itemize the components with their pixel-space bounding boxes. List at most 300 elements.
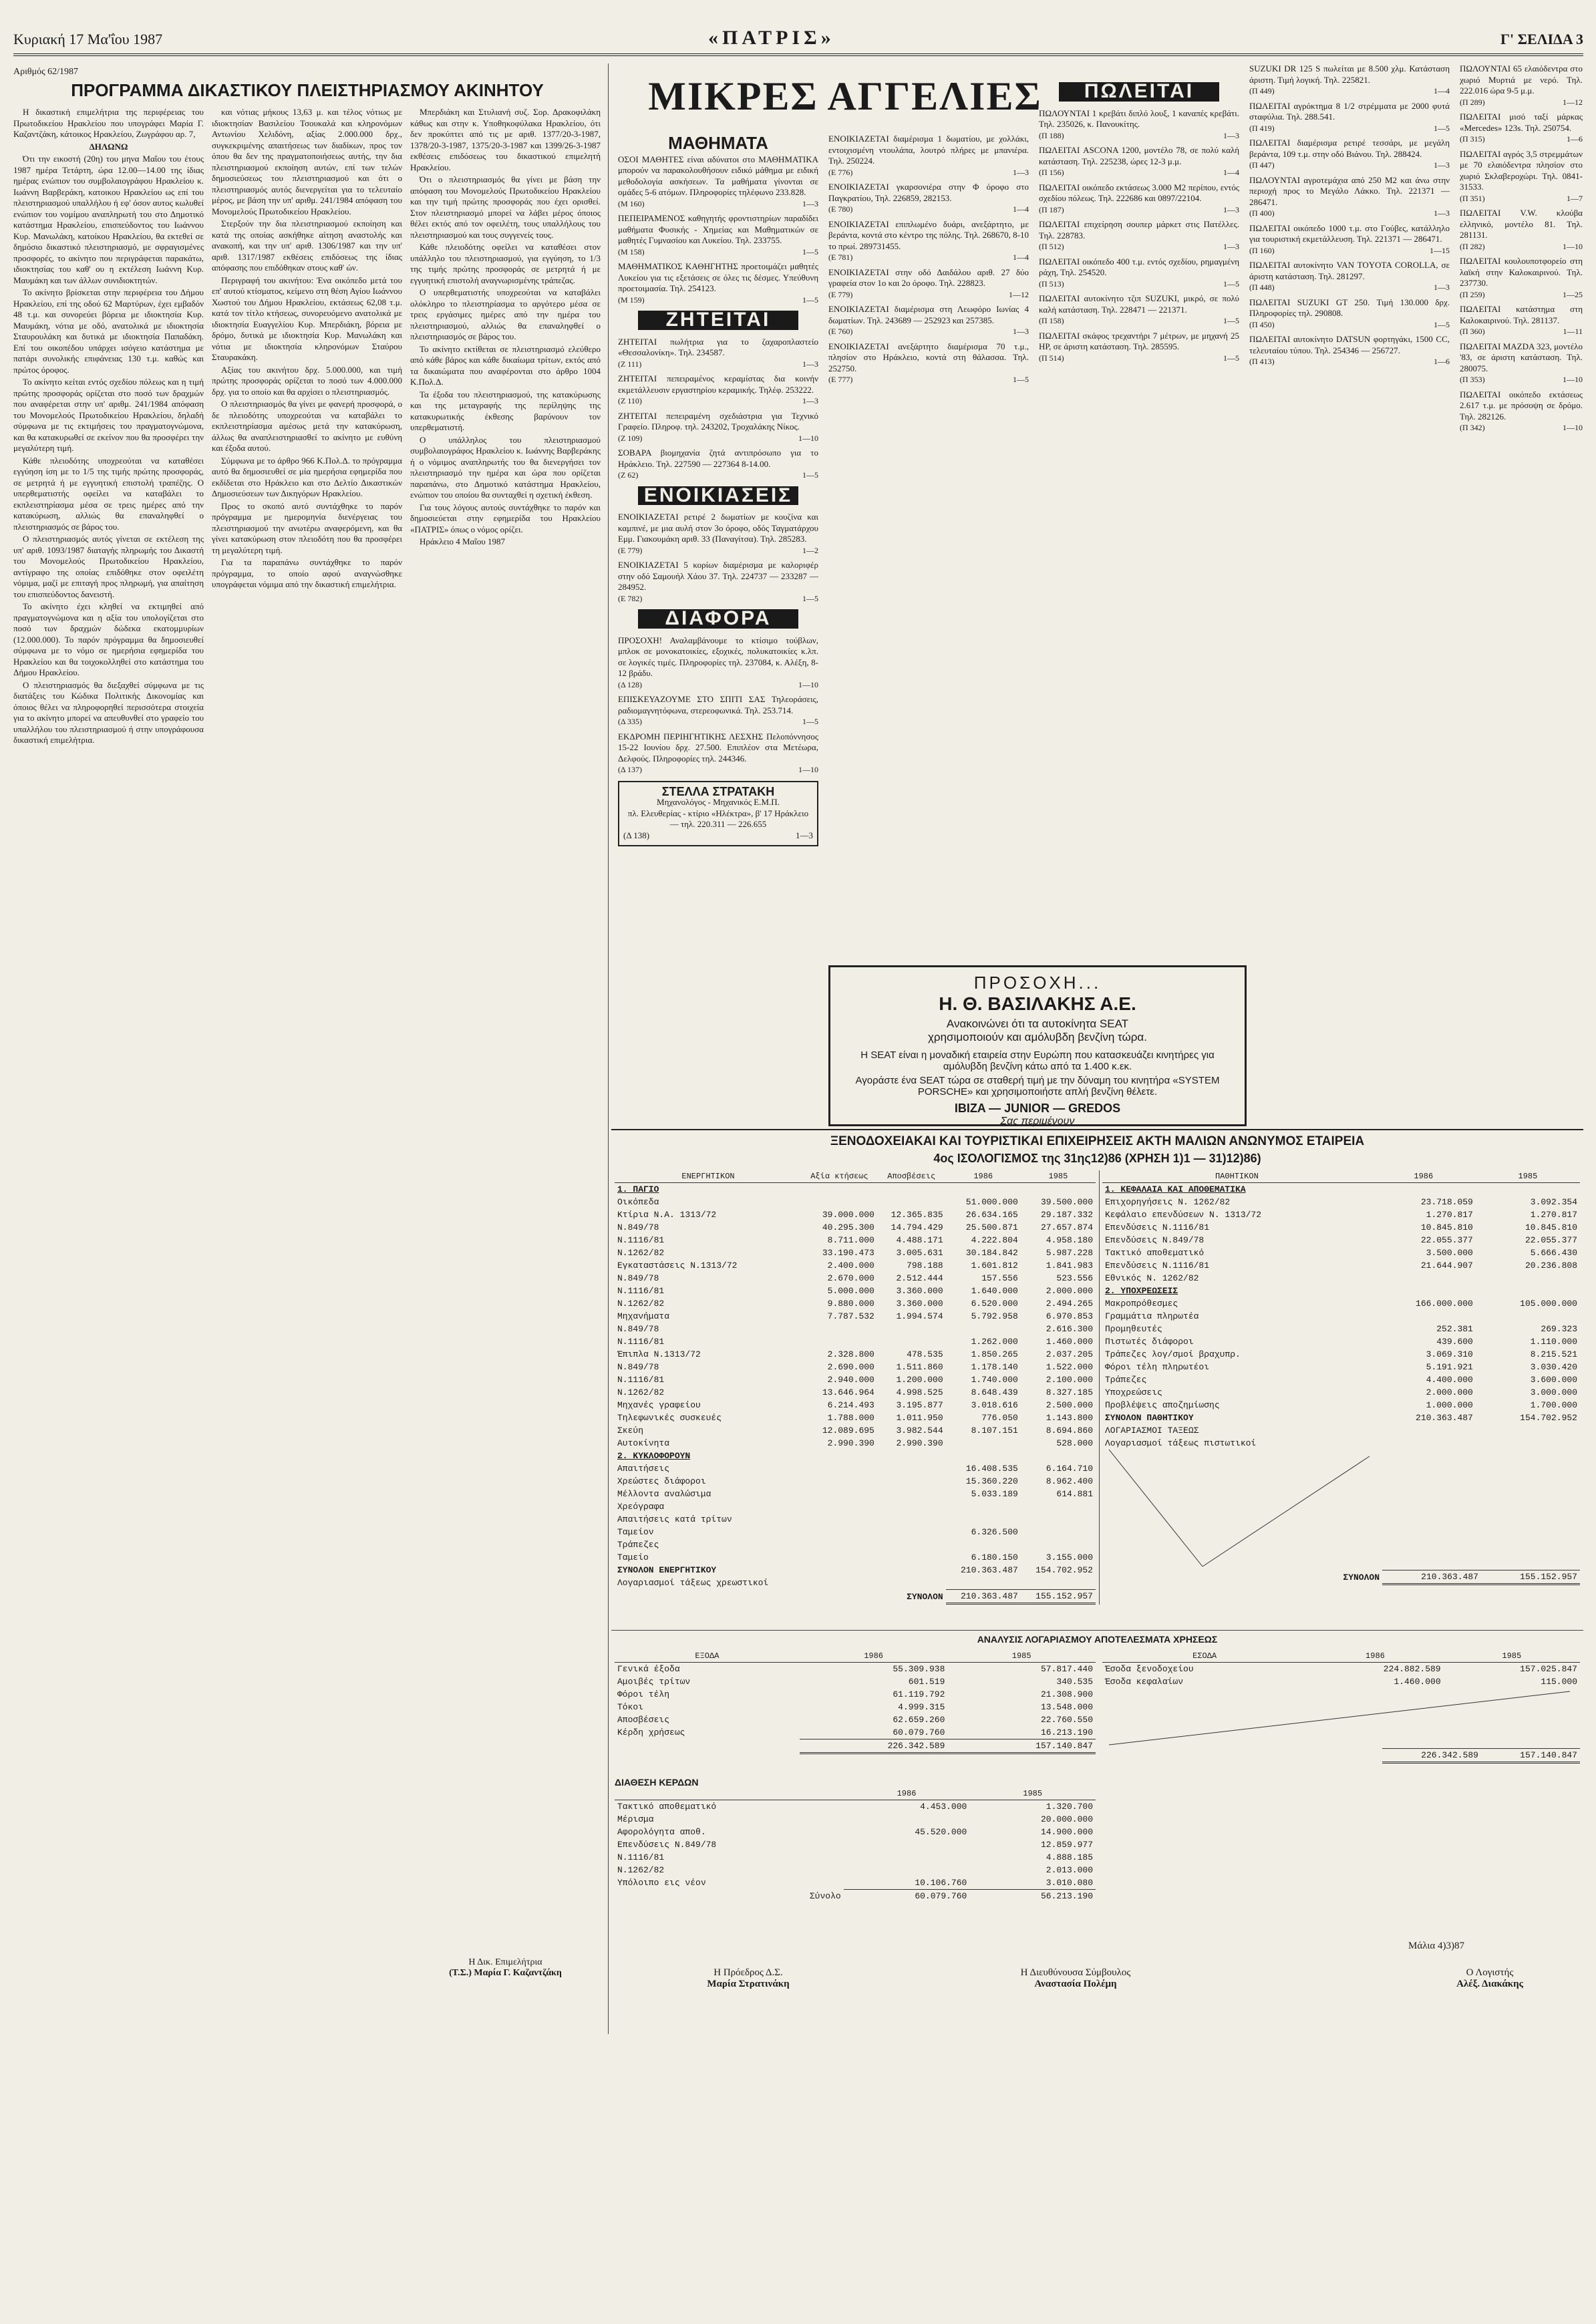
classified-ad: [618, 448, 818, 481]
row-label: Ν.1262/82: [617, 1865, 665, 1875]
classified-ad: [828, 341, 1029, 385]
ad-code-row: [1039, 204, 1239, 216]
ad-run: 1—4: [1013, 204, 1029, 214]
row-value: 6.970.853: [1046, 1311, 1093, 1321]
ad-code-row: [618, 593, 818, 605]
seat-ad-title: ΠΡΟΣΟΧΗ...: [973, 973, 1102, 993]
ad-code-row: [1460, 289, 1583, 301]
auction-ref: Αριθμός 62/1987: [13, 67, 79, 77]
classified-ad: [1460, 208, 1583, 252]
ad-run: 1—7: [1567, 193, 1583, 203]
row-value: 3.360.000: [896, 1286, 943, 1296]
seat-ad-line2: χρησιμοποιούν και αμόλυβδη βενζίνη τώρα.: [928, 1031, 1147, 1043]
ad-run: 1—2: [802, 545, 818, 555]
ad-code: (Ε 779): [618, 545, 643, 555]
ad-code-row: [618, 359, 818, 370]
table-row: [1102, 1323, 1580, 1335]
ad-code: (Π 448): [1249, 283, 1275, 292]
row-label: Τόκοι: [617, 1702, 644, 1712]
row-value: 1.460.000: [1394, 1677, 1441, 1687]
ad-code: (Δ 137): [618, 765, 643, 774]
row-value: [877, 1475, 946, 1488]
ad-code: (Π 513): [1039, 279, 1064, 289]
auction-paragraph: Ο πλειστηριασμός θα διεξαχθεί σύμφωνα με τις διατάξεις του Κώδικα Πολιτικής Δικονομίας και όποιος θέλει να πληροφορηθεί περισσότερα στοιχεία για το ακίνητο μπορεί να απευθυνθεί στο γραφείο του υπαλλήλου του πλειστηριασμού ή στην υπογράφουσα δικαστική επιμελήτρια.: [13, 679, 204, 745]
ad-run: 1—5: [802, 246, 818, 257]
column-header: 1985: [1444, 1650, 1580, 1663]
ad-run: 1—4: [1223, 168, 1239, 177]
row-value: [802, 1576, 877, 1590]
row-value: 23.718.059: [1420, 1197, 1473, 1207]
results-inc-total-1985: 157.140.847: [1481, 1749, 1580, 1763]
table-row: [615, 1335, 1096, 1348]
auction-paragraph: Το ακίνητο έχει κληθεί να εκτιμηθεί από πραγματογνώμονα και η αξία του υπολογίζεται στο ποσό των δραχμών δώδεκα εκατομμυρίων (12.000.000). Το παρόν πρόγραμμα θα δημοσιευθεί σύμφωνα με το νόμο σε ημερήσια εφημερίδα του Ηρακλείου και θα τοιχοκολληθεί στο κατάστημα του Δήμου Ηρακλείου.: [13, 601, 204, 677]
row-value: 3.195.877: [896, 1400, 943, 1410]
row-value: 2.100.000: [1046, 1375, 1093, 1385]
row-value: 61.119.792: [893, 1689, 945, 1699]
row-value: 3.982.544: [896, 1426, 943, 1436]
row-value: [1021, 1526, 1096, 1538]
ad-text: ΠΩΛΕΙΤΑΙ αυτοκίνητο VAN TOYOTA COROLLA, σε άριστη κατάσταση. Τηλ. 281297.: [1249, 260, 1450, 281]
row-label: Έσοδα κεφαλαίων: [1105, 1677, 1184, 1687]
ad-run: 1—5: [1223, 279, 1239, 289]
row-value: [1372, 1310, 1476, 1323]
ad-text: ΠΩΛΕΙΤΑΙ αγρός 3,5 στρεμμάτων με 70 ελαιόδεντρα πλησίον στο χωριό Σκλαβεροχώρι. Τηλ. 0841-31533.: [1460, 148, 1583, 192]
auction-paragraph: Ηράκλειο 4 Μαΐου 1987: [420, 536, 506, 546]
row-value: 157.556: [981, 1273, 1018, 1283]
ad-text: ΠΩΛΕΙΤΑΙ σκάφος τρεχαντήρι 7 μέτρων, με μηχανή 25 HP, σε άριστη κατάσταση. Τηλ. 285595.: [1039, 330, 1239, 351]
row-label: Χρεώστες διάφοροι: [617, 1476, 706, 1486]
table-row: [615, 1500, 1096, 1513]
ad-code: (Π 449): [1249, 86, 1275, 96]
row-label: Ν.1262/82: [617, 1299, 665, 1309]
row-value: [802, 1564, 877, 1576]
ad-run: 1—5: [802, 717, 818, 726]
table-row: [615, 1876, 1096, 1890]
row-value: [946, 1500, 1021, 1513]
ad-code-row: [1249, 282, 1450, 293]
row-value: 1.200.000: [896, 1375, 943, 1385]
table-row: [1102, 1373, 1580, 1386]
row-value: [877, 1183, 946, 1196]
row-label: Γραμμάτια πληρωτέα: [1105, 1311, 1199, 1321]
seat-ad-line1: Ανακοινώνει ότι τα αυτοκίνητα SEAT: [946, 1017, 1129, 1030]
ad-code: (Π 360): [1460, 327, 1485, 336]
row-value: 2.690.000: [827, 1362, 874, 1372]
ad-code-row: [1039, 130, 1239, 142]
table-row: [1102, 1247, 1580, 1259]
row-label: ΣΥΝΟΛΟΝ ΕΝΕΡΓΗΤΙΚΟΥ: [617, 1565, 717, 1575]
ad-code: (Μ 158): [618, 246, 645, 257]
row-value: [1021, 1183, 1096, 1196]
row-label: Απαιτήσεις κατά τρίτων: [617, 1514, 732, 1524]
ad-code-row: [1249, 245, 1450, 257]
ad-text: ΠΩΛΕΙΤΑΙ SUZUKI GT 250. Τιμή 130.000 δρχ. Πληροφορίες τηλ. 290808.: [1249, 297, 1450, 318]
ad-text: ΕΠΙΣΚΕΥΑΖΟΥΜΕ ΣΤΟ ΣΠΙΤΙ ΣΑΣ Τηλεοράσεις, ραδιομαγνητόφωνα, στερεοφωνικά. Τηλ. 253.714.: [618, 694, 818, 715]
ad-code-row: [828, 204, 1029, 215]
row-value: [1476, 1310, 1580, 1323]
row-value: 154.702.952: [1520, 1413, 1577, 1423]
ad-code: (Ζ 62): [618, 470, 639, 480]
classified-ad: [1460, 63, 1583, 108]
row-label: Τράπεζες λογ/σμοί βραχυπρ.: [1105, 1349, 1241, 1359]
ad-code-row: [1249, 123, 1450, 134]
liab-total-1985: 155.152.957: [1481, 1570, 1580, 1585]
ad-code-row: [1039, 167, 1239, 178]
row-value: 210.363.487: [1416, 1413, 1473, 1423]
row-value: [877, 1538, 946, 1551]
column-header: 1986: [1372, 1170, 1476, 1183]
table-row: [615, 1726, 1096, 1739]
ad-code-row: [1460, 134, 1583, 145]
classified-ad: [828, 182, 1029, 215]
table-row: [615, 1864, 1096, 1876]
table-row: [615, 1412, 1096, 1424]
ad-run: 1—12: [1563, 97, 1583, 107]
classified-ad: [1249, 175, 1450, 219]
row-label: Τακτικό αποθεματικό: [1105, 1248, 1205, 1258]
row-value: 614.881: [1056, 1489, 1093, 1499]
results-cancel-line: [1102, 1688, 1580, 1748]
ad-code: (Π 353): [1460, 375, 1485, 384]
ad-code-row: [618, 545, 818, 556]
row-value: 6.520.000: [971, 1299, 1018, 1309]
column-header: 1985: [947, 1650, 1096, 1663]
ad-text: ΠΩΛΕΙΤΑΙ αυτοκίνητο DATSUN φορτηγάκι, 1500 CC, τελευταίου τύπου. Τηλ. 254346 — 256727.: [1249, 334, 1450, 355]
row-value: 1.011.950: [896, 1413, 943, 1423]
row-value: 2.670.000: [827, 1273, 874, 1283]
row-value: 62.659.260: [893, 1715, 945, 1725]
ad-text: ΜΑΘΗΜΑΤΙΚΟΣ ΚΑΘΗΓΗΤΗΣ προετοιμάζει μαθητές Λυκείου για τις εξετάσεις σε όλες τις δέσμες. Υπεύθυνη προετοιμασία. Τηλ. 254123.: [618, 261, 818, 293]
row-value: 224.882.589: [1383, 1664, 1441, 1674]
ad-code: (Π 342): [1460, 423, 1485, 432]
ad-run: 1—10: [1563, 241, 1583, 251]
row-value: 12.365.835: [891, 1210, 943, 1220]
ad-text: ΕΝΟΙΚΙΑΖΕΤΑΙ διαμέρισμα 1 δωματίου, με χολλάκι, εντοιχισμένη ντουλάπα, λουτρό πλήρες με μπανιέρα. Τηλ. 250224.: [828, 134, 1029, 166]
row-label: Μέρισμα: [617, 1814, 654, 1824]
ad-text: ΠΩΛΕΙΤΑΙ MAZDA 323, μοντέλο '83, σε άριστη κατάσταση. Τηλ. 280075.: [1460, 341, 1583, 373]
sig-president-role: Η Πρόεδρος Δ.Σ.: [713, 1967, 783, 1978]
table-row: [615, 1800, 1096, 1814]
row-value: 1.994.574: [896, 1311, 943, 1321]
row-label: Υπόλοιπο εις νέον: [617, 1878, 706, 1888]
auction-paragraph: Ο πλειστηριασμός αυτός γίνεται σε εκτέλεση της υπ' αριθ. 1093/1987 διαταγής πληρωμής του Δικαστή του Μονομελούς Πρωτοδικείου Ηρακλείου, αντίγραφο της οποίας επιδόθηκε στον οφειλέτη νόμιμα, μαζί με επιταγή προς πληρωμή, για απαίτηση του επισπεύδοντος δανειστή.: [13, 534, 204, 599]
row-value: 1.178.140: [971, 1362, 1018, 1372]
row-value: [877, 1513, 946, 1526]
row-value: 1.740.000: [971, 1375, 1018, 1385]
liabilities-table-wrap: [1102, 1170, 1580, 1585]
classified-ad: [1460, 304, 1583, 337]
row-value: 1.511.860: [896, 1362, 943, 1372]
auction-column-1: [13, 107, 204, 2024]
column-header: 1986: [800, 1650, 948, 1663]
ad-run: 1—3: [1434, 208, 1450, 218]
signature-ceo: [935, 1967, 1216, 1990]
auction-paragraph: Το ακίνητο εκτίθεται σε πλειστηριασμό ελεύθερο από κάθε βάρος και κάθε δικαίωμα τρίτων, εκτός από τα δικαιώματα που αναφέρονται στο άρθρο 1004 Κ.Πολ.Δ.: [410, 343, 601, 387]
ad-code: (Μ 159): [618, 295, 645, 305]
table-row: [615, 1183, 1096, 1196]
ad-text: ΠΩΛΕΙΤΑΙ οικόπεδο εκτάσεως 2.617 τ.μ. με πρόσοψη σε δρόμο. Τηλ. 282126.: [1460, 389, 1583, 422]
row-value: [1476, 1183, 1580, 1196]
row-value: [802, 1538, 877, 1551]
page-number: Γ' ΣΕΛΙΔΑ 3: [1500, 31, 1583, 47]
row-value: 45.520.000: [915, 1827, 967, 1837]
table-row: [1102, 1208, 1580, 1221]
ad-code-row: [618, 679, 818, 691]
classified-ad: [618, 337, 818, 370]
assets-total-1986: 210.363.487: [946, 1590, 1021, 1604]
sig-accountant-name: Αλέξ. Διακάκης: [1456, 1979, 1523, 1989]
row-value: [844, 1864, 970, 1876]
row-value: [844, 1838, 970, 1851]
row-value: 4.999.315: [898, 1702, 945, 1712]
row-label: Εγκαταστάσεις Ν.1313/72: [617, 1261, 738, 1271]
row-label: Ν.1262/82: [617, 1248, 665, 1258]
table-row: [615, 1323, 1096, 1335]
ad-code-row: [618, 764, 818, 776]
classified-ad: [618, 512, 818, 556]
results-income-table: [1102, 1650, 1580, 1688]
row-value: [946, 1323, 1021, 1335]
row-label: Ταμείον: [617, 1527, 654, 1537]
row-value: 2.037.205: [1046, 1349, 1093, 1359]
row-value: [802, 1450, 877, 1462]
column-header: ΕΝΕΡΓΗΤΙΚΟΝ: [615, 1170, 802, 1183]
results-expenses-wrap: [615, 1650, 1096, 1754]
ad-code-row: [1460, 241, 1583, 253]
ad-run: 1—5: [1013, 375, 1029, 384]
ad-run: 1—15: [1430, 245, 1450, 255]
column-header: 1986: [946, 1170, 1021, 1183]
row-label: Χρεόγραφα: [617, 1502, 665, 1512]
row-label: Μηχανές γραφείου: [617, 1400, 701, 1410]
classified-ad: [1039, 219, 1239, 253]
classified-ad: [1249, 223, 1450, 257]
seat-ad: [828, 965, 1247, 1126]
classified-ad: [1039, 293, 1239, 327]
row-value: 2.512.444: [896, 1273, 943, 1283]
row-value: [1476, 1437, 1580, 1450]
row-value: 3.030.420: [1530, 1362, 1577, 1372]
auction-paragraph: και νότιας μήκους 13,63 μ. και τέλος νότιως με ιδιοκτησίαν Βασιλείου Τσουκαλά και κληρονόμων Αντωνίου Χελιδόνη, αξίας 2.000.000 δρχ., συγκεκριμένης απαιτήσεως των διαδίκων, προς τον όπου θα δεν της πραγματοποιήσεως αυτής, την δια πλειστηριασμού εκποίηση αυτών, επί των τελών δημοσιεύσεως του πλειστηριασμού και ότι ο πλειστηριασμός αυτός διενεργείται για το τελευταίο μέρος, με βάση την υπ' αριθμ. 241/1984 απόφαση του Μονομελούς Πρωτοδικείου Ηρακλείου.: [212, 107, 402, 216]
row-value: 210.363.487: [960, 1565, 1018, 1575]
row-value: 4.998.525: [896, 1387, 943, 1397]
ad-text: ΠΩΛΕΙΤΑΙ διαμέρισμα ρετιρέ τεσσάρι, με μεγάλη βεράντα, 109 τ.μ. στην οδό Βιάνου. Τηλ. 288424.: [1249, 138, 1450, 159]
ad-run: 1—3: [802, 359, 818, 369]
table-row: [615, 1259, 1096, 1272]
seat-ad-sign: Σας περιμένουν: [1000, 1116, 1075, 1127]
auction-paragraph: Σύμφωνα με το άρθρο 966 Κ.Πολ.Δ. το πρόγραμμα αυτό θα δημοσιευθεί σε μία ημερήσια εφημερίδα που εκδίδεται στο Ηράκλειο και στο Δελτίο Δικαστικών Δημοσιεύσεων των Δικηγόρων Ηρακλείου.: [212, 455, 402, 498]
ad-code: (Ε 779): [828, 289, 853, 299]
ad-code-row: [1039, 241, 1239, 253]
row-label: Γενικά έξοδα: [617, 1664, 680, 1674]
ad-code: (Π 315): [1460, 134, 1485, 144]
row-value: 439.600: [1436, 1337, 1473, 1347]
row-value: [877, 1564, 946, 1576]
results-inc-total-1986: 226.342.589: [1382, 1749, 1481, 1763]
signature-president: [628, 1967, 868, 1990]
ad-code: (Μ 160): [618, 198, 645, 208]
balance-title: ΞΕΝΟΔΟΧΕΙΑΚΑΙ ΚΑΙ ΤΟΥΡΙΣΤΙΚΑΙ ΕΠΙΧΕΙΡΗΣΕΙΣ ΑΚΤΗ ΜΑΛΙΩΝ ΑΝΩΝΥΜΟΣ ΕΤΑΙΡΕΙΑ: [830, 1134, 1365, 1148]
ad-code: (Π 160): [1249, 245, 1275, 255]
row-value: [1372, 1437, 1476, 1450]
row-label: Τακτικό αποθεματικό: [617, 1802, 717, 1812]
table-row: [615, 1399, 1096, 1412]
row-value: [1021, 1450, 1096, 1462]
ad-code-row: [618, 295, 818, 306]
ad-text: ΠΩΛΕΙΤΑΙ V.W. κλούβα ελληνικό, μοντέλο 81. Τηλ. 281131.: [1460, 208, 1583, 240]
row-value: 15.360.220: [965, 1476, 1018, 1486]
ad-text: ΕΝΟΙΚΙΑΖΕΤΑΙ στην οδό Δαιδάλου αριθ. 27 δύο γραφεία στον 1ο και 2ο όροφο. Τηλ. 228823.: [828, 267, 1029, 288]
ad-run: 1—12: [1009, 289, 1029, 299]
row-value: [946, 1450, 1021, 1462]
ad-code-row: [1249, 319, 1450, 331]
row-label: Τράπεζες: [1105, 1375, 1147, 1385]
distribution-table: [615, 1788, 1096, 1902]
ad-run: 1—10: [1563, 375, 1583, 384]
row-value: 21.308.900: [1040, 1689, 1093, 1699]
row-value: 776.050: [981, 1413, 1018, 1423]
ad-text: ΖΗΤΕΙΤΑΙ πεπειραμένος κεραμίστας δια κοινήν εκμετάλλευσιν εργαστηρίου κεραμικής. Τηλέφ. 253222.: [618, 373, 818, 395]
row-value: [802, 1513, 877, 1526]
row-label: Αποσβέσεις: [617, 1715, 670, 1725]
ad-run: 1—5: [1223, 353, 1239, 363]
row-value: 39.000.000: [822, 1210, 874, 1220]
row-value: 3.360.000: [896, 1299, 943, 1309]
auction-paragraph: Κάθε πλειοδότης οφείλει να καταθέσει στον υπάλληλο του πλειστηριασμού, για εγγύηση, το 1/3 της τιμής πρώτης προσφοράς σε μετρητά ή με εγγυητική επιστολή αναγνωρισμένης τράπεζας.: [410, 242, 601, 285]
row-value: 5.191.921: [1426, 1362, 1473, 1372]
classified-ad: [618, 635, 818, 691]
row-value: 39.500.000: [1040, 1197, 1093, 1207]
row-value: 6.164.710: [1046, 1464, 1093, 1474]
table-row: [615, 1247, 1096, 1259]
assets-total-label: ΣΥΝΟΛΟΝ: [907, 1591, 943, 1602]
ad-text: ΠΩΛΕΙΤΑΙ μισό ταξί μάρκας «Mercedes» 123s. Τηλ. 250754.: [1460, 112, 1583, 133]
ad-run: 1—3: [1013, 327, 1029, 336]
dist-total-1985: 56.213.190: [969, 1890, 1096, 1903]
table-row: [615, 1450, 1096, 1462]
business-card: [618, 781, 818, 847]
ad-text: ΠΕΠΕΙΡΑΜΕΝΟΣ καθηγητής φροντιστηρίων παραδίδει μαθήματα Φυσικής - Χημείας και Μαθηματικών σε μαθητές Γυμνασίου και Λυκείου. Τηλ. 233755.: [618, 213, 818, 245]
ad-code: (Δ 128): [618, 679, 643, 689]
ad-code: (Π 450): [1249, 319, 1275, 329]
column-header: ΕΣΟΔΑ: [1102, 1650, 1307, 1663]
row-value: 55.309.938: [893, 1664, 945, 1674]
table-row: [615, 1713, 1096, 1726]
classified-ad: [1249, 260, 1450, 293]
table-row: [615, 1234, 1096, 1247]
row-label: Απαιτήσεις: [617, 1464, 670, 1474]
row-label: Μέλλοντα αναλώσιμα: [617, 1489, 711, 1499]
results-exp-total-1985: 157.140.847: [947, 1739, 1096, 1754]
classified-ad: [1039, 108, 1239, 142]
ad-text: ΠΩΛΟΥΝΤΑΙ αγροτεμάχια από 250 Μ2 και άνω στην περιοχή προς το Μεγάλο Λάκκο. Τηλ. 221371 — 286471.: [1249, 174, 1450, 207]
ad-run: 1—10: [798, 433, 818, 443]
ad-text: ΕΝΟΙΚΙΑΖΕΤΑΙ ανεξάρτητο διαμέρισμα 70 τ.μ., πλησίον στο Ηράκλειο, κοντά στη θάλασσα. Τηλ. 252750.: [828, 341, 1029, 373]
section-diafora: ΔΙΑΦΟΡΑ: [638, 609, 798, 629]
table-row: [615, 1513, 1096, 1526]
row-value: [946, 1437, 1021, 1450]
table-row: [615, 1475, 1096, 1488]
ad-run: 1—3: [1223, 130, 1239, 140]
row-label: Λογαριασμοί τάξεως πιστωτικοί: [1105, 1438, 1257, 1448]
table-row: [1102, 1361, 1580, 1373]
ad-code-row: [1039, 353, 1239, 364]
column-header: 1986: [844, 1788, 970, 1800]
ad-run: 1—3: [1013, 167, 1029, 177]
row-label: Υποχρεώσεις: [1105, 1387, 1162, 1397]
row-label: Αμοιβές τρίτων: [617, 1677, 691, 1687]
auction-title: ΠΡΟΓΡΑΜΜΑ ΔΙΚΑΣΤΙΚΟΥ ΠΛΕΙΣΤΗΡΙΑΣΜΟΥ ΑΚΙΝΗΤΟΥ: [71, 80, 544, 100]
results-exp-total-1986: 226.342.589: [800, 1739, 948, 1754]
row-label: ΣΥΝΟΛΟΝ ΠΑΘΗΤΙΚΟΥ: [1105, 1413, 1194, 1423]
classifieds-column-d: [1249, 63, 1450, 1126]
table-row: [615, 1688, 1096, 1701]
auction-paragraph: Τα έξοδα του πλειστηριασμού, της κατακύρωσης και της μεταγραφής της περίληψης της κατακυρωτικής έκθεσης βαρύνουν τον υπερθεματιστή.: [410, 389, 601, 432]
row-value: 4.888.185: [1046, 1852, 1093, 1862]
ad-text: ΠΩΛΕΙΤΑΙ ASCONA 1200, μοντέλο 78, σε πολύ καλή κατάσταση. Τηλ. 225238, ώρες 12-3 μ.μ.: [1039, 145, 1239, 166]
classified-ad: [618, 411, 818, 444]
ad-code: (Ε 776): [828, 167, 853, 177]
row-value: [877, 1335, 946, 1348]
ad-code-row: [618, 395, 818, 407]
row-label: Σκεύη: [617, 1426, 644, 1436]
classifieds-column-e: [1460, 63, 1583, 1126]
balance-subtitle: 4ος ΙΣΟΛΟΓΙΣΜΟΣ της 31ης12)86 (ΧΡΗΣΗ 1)1 — 31)12)86): [933, 1152, 1261, 1165]
row-value: 1.522.000: [1046, 1362, 1093, 1372]
ad-code-row: [1460, 97, 1583, 108]
column-header: Αξία κτήσεως: [802, 1170, 877, 1183]
row-value: [946, 1576, 1021, 1590]
auction-paragraph: Στερξούν την δια πλειστηριασμού εκποίηση και κατά της οποίας ασκήθηκε αίτηση αναστολής και ανακοπή, και την υπ' αριθ. 1306/1987 και την υπ' αριθ. 1317/1987 εκθέσεις επιδόσεως της ίδιας απόφασης που επιδόθηκαν στους καθ' ών.: [212, 218, 402, 273]
seat-ad-company: Η. Θ. ΒΑΣΙΛΑΚΗΣ Α.Ε.: [939, 993, 1136, 1014]
row-value: 2.990.390: [896, 1438, 943, 1448]
row-value: [802, 1488, 877, 1500]
row-value: 14.900.000: [1040, 1827, 1093, 1837]
row-value: 8.648.439: [971, 1387, 1018, 1397]
row-label: Ν.849/78: [617, 1273, 659, 1283]
row-value: 20.236.808: [1525, 1261, 1577, 1271]
row-label: Έπιπλα Ν.1313/72: [617, 1349, 701, 1359]
auction-paragraph: Ότι την εικοστή (20η) του μηνα Μαΐου του έτους 1987 ημέρα Τετάρτη, ώρα 12.00—14.00 της ίδιας ημέρας ενώπιον του συμβολαιογράφου Ηρακλείου κ. Ιωάννη Βαρβεράκη, κατοικου Ηρακλείου ως επί του πλειστηριασμού υπαλλήλου ή εφ' όσον αυτος κωλυθεί ενώπιον του νομίμου αναπληρωτή του στο Δημοτικό κατάστημα Ηρακλείου, επισπεύδοντος του Ιωάννου Κυρ. Μανωλάκη, κατοίκου Ηρακλείου, θα εκτεθεί σε δημόσιο δικαστικό πλειστηριασμό, με σφραγισμένες προσφορές, το ακίνητο που περιγράφεται παρακάτω, ιδιοκτησίας του καθ' ου η εκτέλεση Ιωάννη Κυρ. Μαυμάκη και των άλλων συνιδιοκτητών.: [13, 154, 204, 285]
row-value: 269.323: [1541, 1324, 1577, 1334]
ad-code: (Π 514): [1039, 353, 1064, 363]
row-value: 154.702.952: [1035, 1565, 1093, 1575]
row-value: 12.089.695: [822, 1426, 874, 1436]
table-row: [1102, 1310, 1580, 1323]
row-value: 1.841.983: [1046, 1261, 1093, 1271]
table-row: [1102, 1424, 1580, 1437]
distribution-title: ΔΙΑΘΕΣΗ ΚΕΡΔΩΝ: [615, 1777, 699, 1788]
ad-code: (Π 447): [1249, 160, 1275, 170]
ad-code-row: [618, 246, 818, 258]
row-value: 33.190.473: [822, 1248, 874, 1258]
newspaper-name: «ΠΑΤΡΙΣ»: [708, 27, 835, 49]
ad-text: ΕΝΟΙΚΙΑΖΕΤΑΙ επιπλωμένο δυάρι, ανεξάρτητο, με βεράντα, κοντά στο κέντρο της πόλης. Τηλ. 268670, 8-10 το πρωί. 289731455.: [828, 218, 1029, 251]
auction-paragraph: Ο υπάλληλος του πλειστηριασμού συμβολαιογράφος Ηρακλείου κ. Ιωάννης Βαρβεράκης ή ο νόμιμος αναπληρωτής του θα διενεργήσει τον πλειστηριασμό την ημέρα και ώρα που ορίζεται παραπάνω, στο Δημοτικό κατάστημα Ηρακλείου, ενώπιον του οποίου θα συνταχθεί η σχετική έκθεση.: [410, 434, 601, 500]
auction-paragraph: Προς το σκοπό αυτό συντάχθηκε το παρόν πρόγραμμα με ημερομηνία διενέργειας του πλειστηριασμού την ανωτέρω αναφερόμενη, και θα γίνει κατακύρωση στον πλειοδότη που θα προσφέρει τη μεγαλύτερη τιμή.: [212, 500, 402, 555]
issue-date: Κυριακή 17 Μα'ΐου 1987: [13, 31, 163, 47]
ad-code: (Ε 780): [828, 204, 853, 214]
table-row: [615, 1813, 1096, 1826]
row-value: 30.184.842: [965, 1248, 1018, 1258]
table-row: [615, 1675, 1096, 1688]
ad-run: 1—25: [1563, 289, 1583, 299]
table-row: [615, 1272, 1096, 1285]
column-header: ΕΞΟΔΑ: [615, 1650, 800, 1663]
auction-sign-name: (Τ.Σ.) Μαρία Γ. Καζαντζάκη: [449, 1968, 562, 1978]
auction-column-2: [212, 107, 402, 2024]
table-row: [1102, 1221, 1580, 1234]
